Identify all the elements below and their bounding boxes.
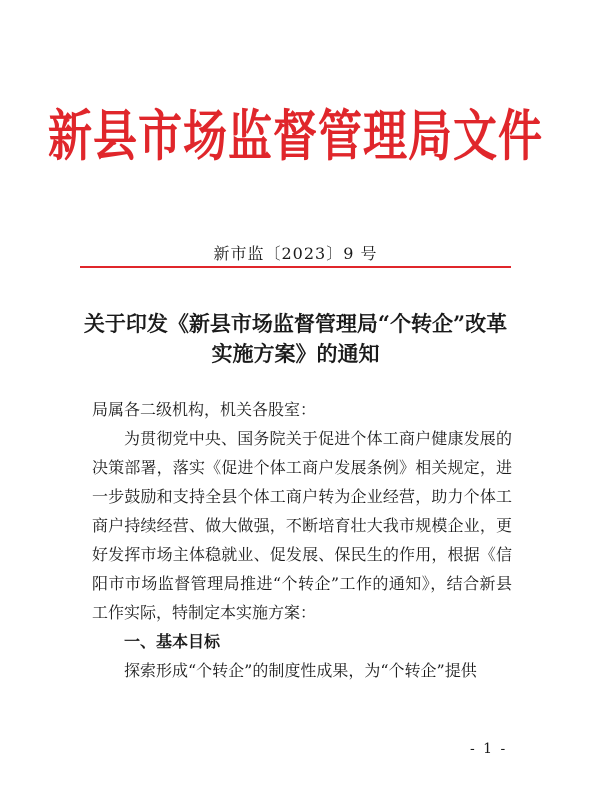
issuing-authority-header: 新县市场监督管理局文件 <box>48 105 543 169</box>
notice-title <box>70 309 521 369</box>
notice-title-line-2: 实施方案》的通知 <box>211 341 380 366</box>
notice-title-line-1: 关于印发《新县市场监督管理局“个转企”改革 <box>83 311 508 336</box>
document-body <box>92 395 512 685</box>
document-number: 新市监〔2023〕9 号 <box>213 244 378 263</box>
body-paragraph-1: 为贯彻党中央、国务院关于促进个体工商户健康发展的决策部署，落实《促进个体工商户发展条例》相关规定，进一步鼓励和支持全县个体工商户转为企业经营，助力个体工商户持续经营、做大做强，不断培育壮大我市规模企业，更好发挥市场主体稳就业、促发展、保民生的作用，根据《信阳市市场监督管理局推进“个转企”工作的通知》，结合新县工作实际，特制定本实施方案： <box>92 429 512 622</box>
red-divider-line <box>80 266 511 268</box>
body-paragraph-2: 探索形成“个转企”的制度性成果，为“个转企”提供 <box>124 661 477 680</box>
section-heading-1: 一、基本目标 <box>124 632 221 651</box>
page-number: - 1 - <box>470 741 508 757</box>
salutation: 局属各二级机构，机关各股室： <box>92 400 317 419</box>
